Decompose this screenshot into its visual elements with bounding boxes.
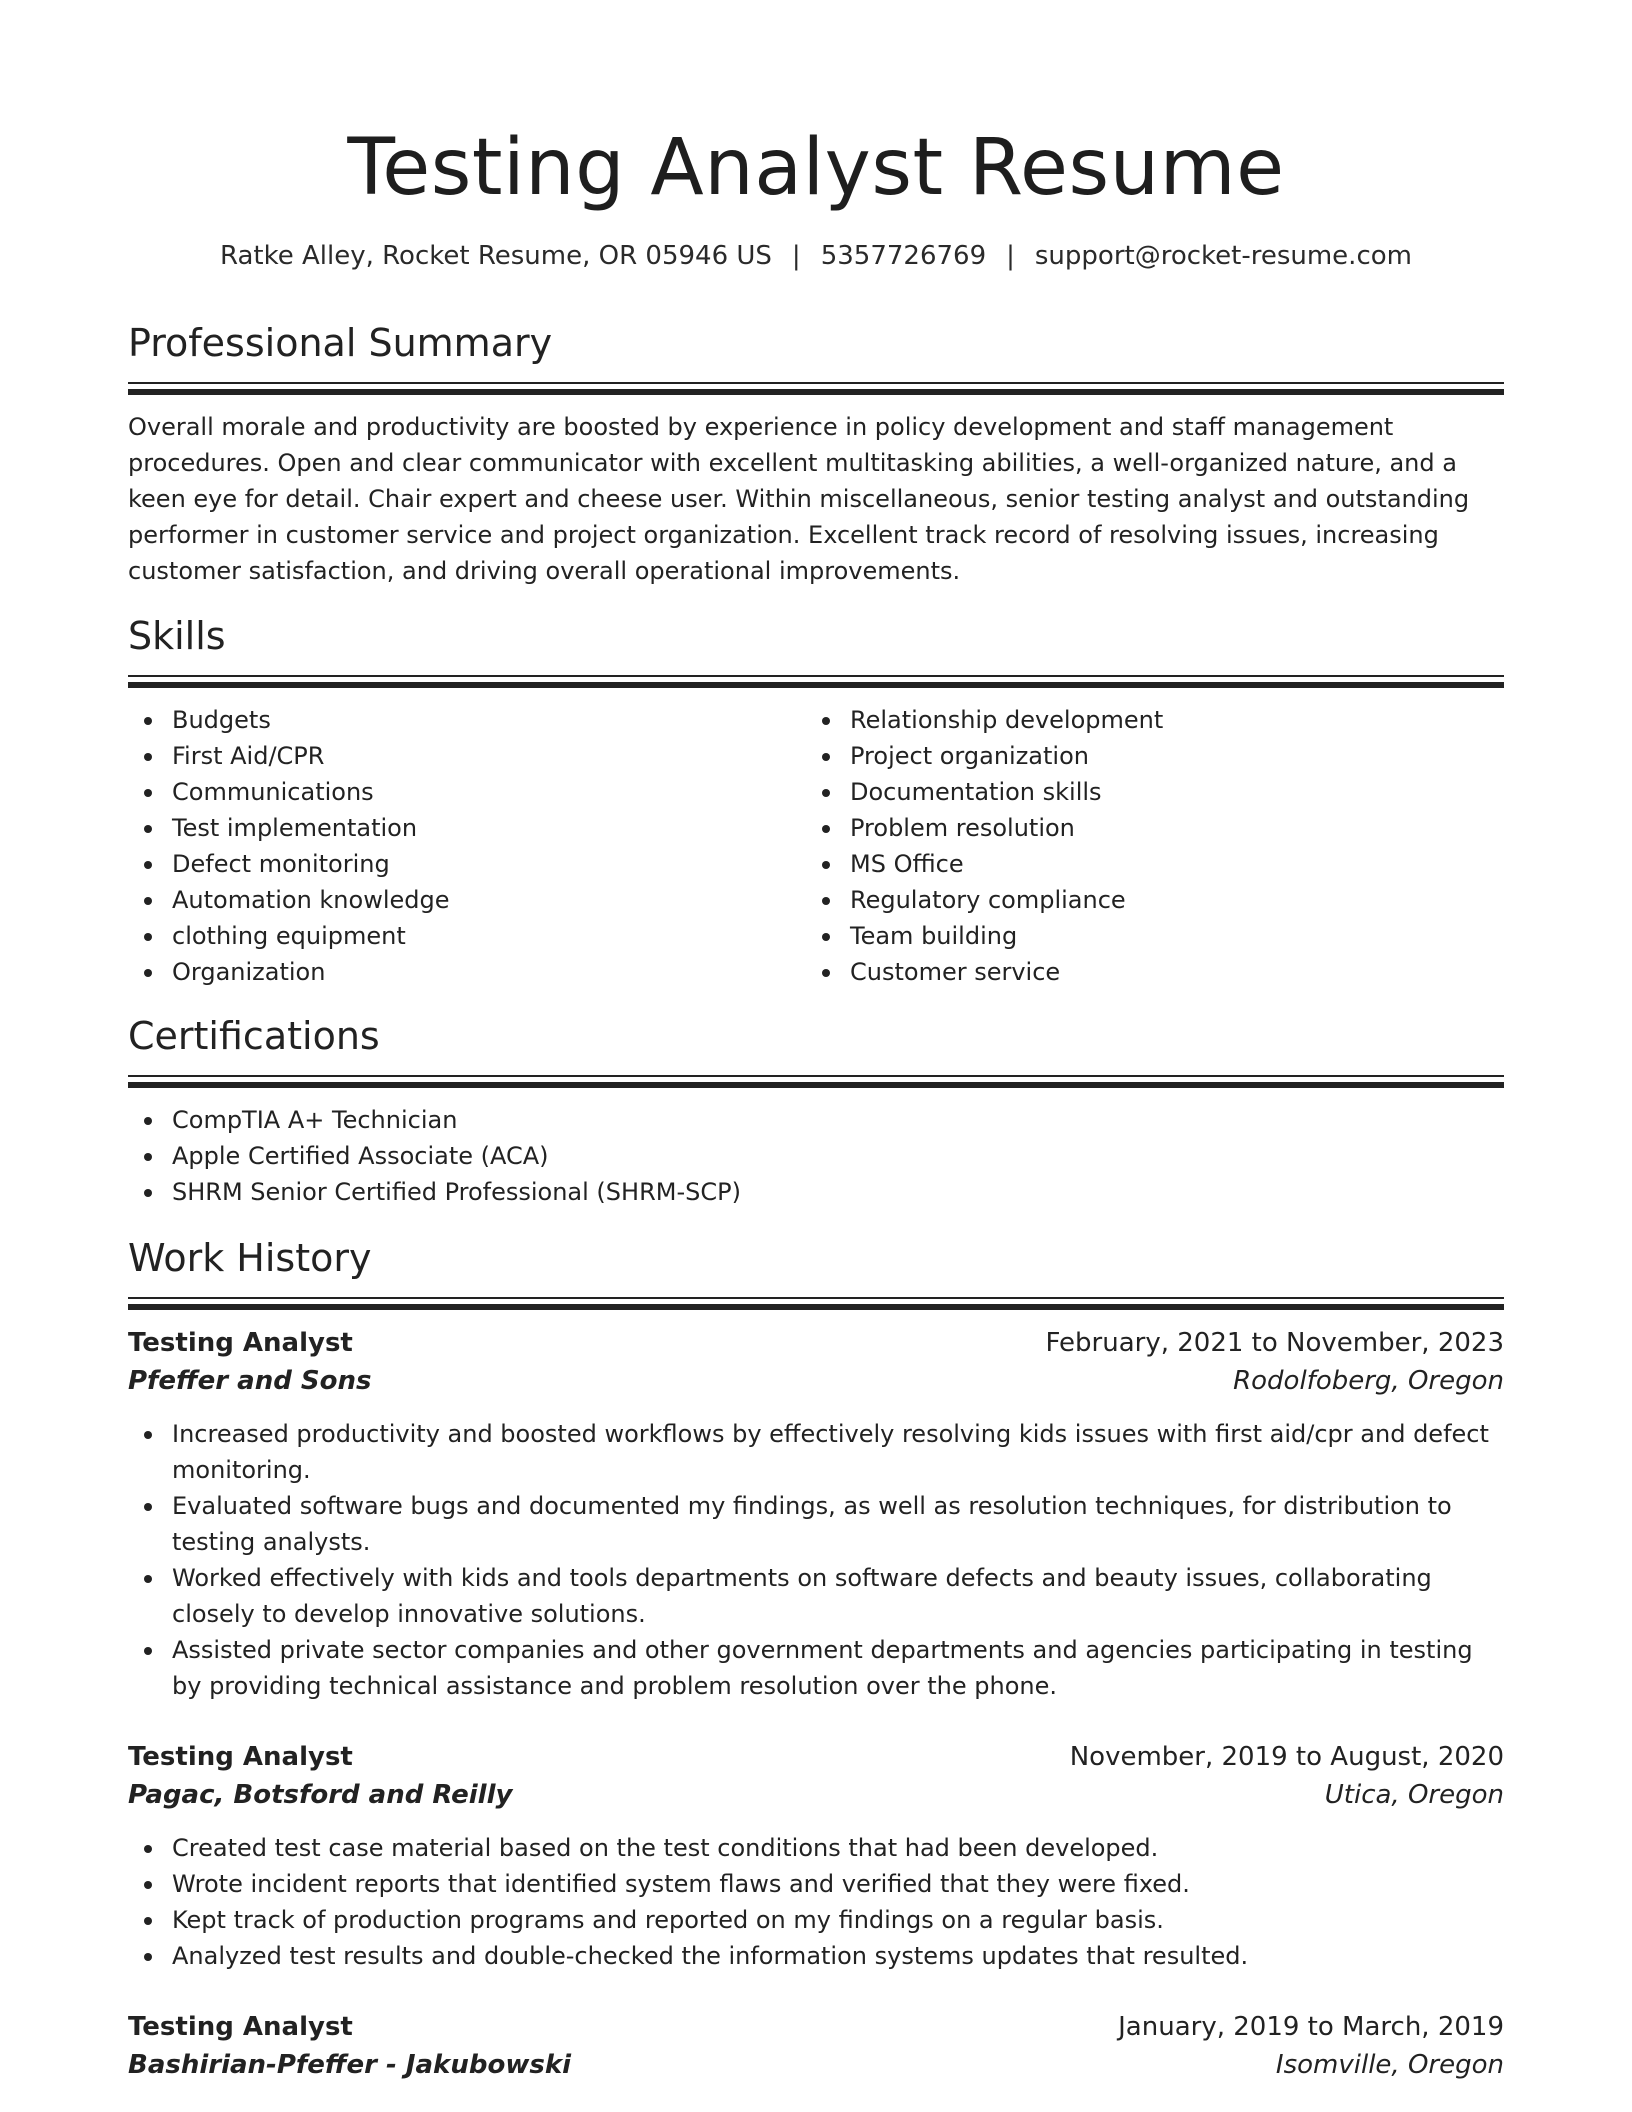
job-company: Pagac, Botsford and Reilly [128, 1780, 513, 1810]
section-divider [128, 1297, 1504, 1310]
contact-address: Ratke Alley, Rocket Resume, OR 05946 US [220, 241, 772, 271]
certifications-list [128, 1102, 1504, 1210]
skill-item: First Aid/CPR [128, 738, 806, 774]
skill-item: Communications [128, 774, 806, 810]
job-bullet: Assisted private sector companies and other government departments and agencies participating in testing by providing technical assistance and problem resolution over the phone. [128, 1632, 1504, 1704]
job-location: Utica, Oregon [1324, 1780, 1504, 1810]
skills-list-left [128, 702, 806, 990]
job-bullet: Wrote incident reports that identified system flaws and verified that they were fixed. [128, 1866, 1504, 1902]
job-bullets [128, 1830, 1504, 1974]
job-entry [128, 2008, 1504, 2084]
skill-item: Budgets [128, 702, 806, 738]
summary-section [128, 318, 1504, 589]
resume-title: Testing Analyst Resume [347, 123, 1285, 213]
job-bullet: Analyzed test results and double-checked the information systems updates that resulted. [128, 1938, 1504, 1974]
job-bullet: Created test case material based on the test conditions that had been developed. [128, 1830, 1504, 1866]
skill-item: Organization [128, 954, 806, 990]
summary-heading: Professional Summary [128, 321, 553, 365]
job-bullet: Increased productivity and boosted workflows by effectively resolving kids issues with first aid/cpr and defect monitoring. [128, 1416, 1504, 1488]
skills-section [128, 611, 1504, 990]
contact-separator: | [1006, 241, 1015, 271]
section-divider [128, 675, 1504, 688]
job-dates: January, 2019 to March, 2019 [1118, 2012, 1504, 2042]
work-history-section [128, 1233, 1504, 2084]
certification-item: SHRM Senior Certified Professional (SHRM-SCP) [128, 1174, 1504, 1210]
job-entry [128, 1738, 1504, 1974]
skill-item: Project organization [806, 738, 1484, 774]
skill-item: Test implementation [128, 810, 806, 846]
job-bullet: Evaluated software bugs and documented my findings, as well as resolution techniques, for distribution to testing analysts. [128, 1488, 1504, 1560]
job-bullets [128, 1416, 1504, 1704]
skill-item: MS Office [806, 846, 1484, 882]
section-divider [128, 1075, 1504, 1088]
job-title: Testing Analyst [128, 1742, 353, 1772]
skills-heading: Skills [128, 614, 226, 658]
certifications-section [128, 1011, 1504, 1210]
job-location: Rodolfoberg, Oregon [1233, 1366, 1504, 1396]
skill-item: Defect monitoring [128, 846, 806, 882]
skill-item: Customer service [806, 954, 1484, 990]
skills-columns [128, 702, 1504, 990]
contact-separator: | [791, 241, 801, 271]
certification-item: Apple Certified Associate (ACA) [128, 1138, 1504, 1174]
certifications-heading: Certifications [128, 1014, 380, 1058]
skill-item: Regulatory compliance [806, 882, 1484, 918]
job-dates: November, 2019 to August, 2020 [1069, 1742, 1504, 1772]
job-company: Bashirian-Pfeffer - Jakubowski [128, 2050, 572, 2080]
skill-item: Automation knowledge [128, 882, 806, 918]
job-bullet: Kept track of production programs and reported on my findings on a regular basis. [128, 1902, 1504, 1938]
skill-item: Team building [806, 918, 1484, 954]
contact-line [0, 236, 1632, 276]
section-divider [128, 382, 1504, 395]
skill-item: Problem resolution [806, 810, 1484, 846]
skills-list-right [806, 702, 1484, 990]
job-location: Isomville, Oregon [1275, 2050, 1504, 2080]
job-dates: February, 2021 to November, 2023 [1045, 1328, 1504, 1358]
certification-item: CompTIA A+ Technician [128, 1102, 1504, 1138]
contact-email: support@rocket-resume.com [1034, 241, 1412, 271]
job-title: Testing Analyst [128, 1328, 353, 1358]
skill-item: Relationship development [806, 702, 1484, 738]
skill-item: Documentation skills [806, 774, 1484, 810]
summary-text: Overall morale and productivity are boosted by experience in policy development and staff management procedures. Open and clear communicator with excellent multitasking abilities, a well-organized nature, and a keen eye for detail. Chair expert and cheese user. Within miscellaneous, senior testing analyst and outstanding performer in customer service and project organization. Excellent track record of resolving issues, increasing customer satisfaction, and driving overall operational improvements. [128, 413, 1470, 585]
contact-phone: 5357726769 [820, 241, 987, 271]
work-history-heading: Work History [128, 1236, 372, 1280]
job-company: Pfeffer and Sons [128, 1366, 372, 1396]
skill-item: clothing equipment [128, 918, 806, 954]
job-entry [128, 1324, 1504, 1704]
job-title: Testing Analyst [128, 2012, 353, 2042]
job-bullet: Worked effectively with kids and tools departments on software defects and beauty issues, collaborating closely to develop innovative solutions. [128, 1560, 1504, 1632]
